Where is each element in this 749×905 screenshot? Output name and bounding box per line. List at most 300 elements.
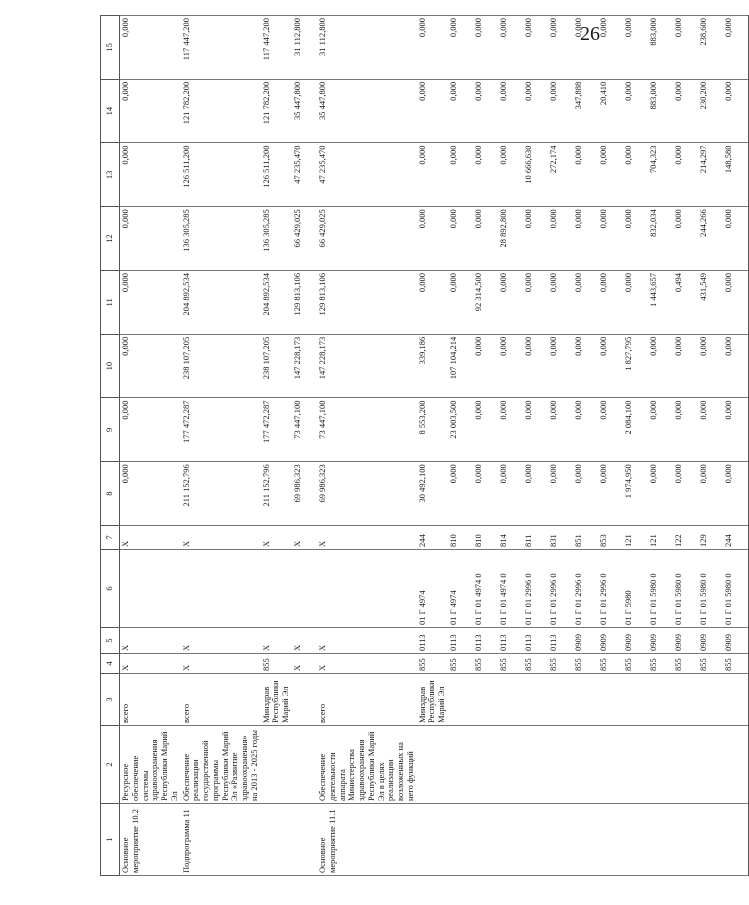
item-name-cell [498,726,523,804]
amount-col8-cell: 0,000 [573,462,598,526]
grbs-cell: 855 [598,654,623,674]
amount-col10-cell: 0,000 [498,334,523,398]
amount-col12-cell: 28 892,800 [498,207,523,271]
amount-col13-cell: 47 235,470 [317,143,417,207]
rzpr-cell: 0113 [417,628,448,654]
rzpr-cell: 0909 [698,628,723,654]
amount-col15-cell: 0,000 [120,16,181,80]
amount-col13-cell: 148,580 [723,143,749,207]
column-number: 5 [101,628,120,654]
table-row [523,16,548,876]
csr-cell [317,550,417,628]
csr-cell: 01 Г 01 2996 0 [598,550,623,628]
item-name-cell: Обеспечение деятельности аппарата Министерства здравоохранения Республики Марий Эл в целях реализации возложенных на него функций [317,726,417,804]
amount-col13-cell: 0,000 [673,143,698,207]
amount-col12-cell: 0,000 [598,207,623,271]
amount-col8-cell: 0,000 [548,462,573,526]
column-number: 13 [101,143,120,207]
item-type-cell [573,804,598,876]
executor-cell [723,674,749,726]
amount-col8-cell: 0,000 [473,462,498,526]
amount-col12-cell: 0,000 [120,207,181,271]
item-type-cell [623,804,648,876]
amount-col14-cell: 121 782,200 [181,79,261,143]
amount-col13-cell: 0,000 [573,143,598,207]
table-row [548,16,573,876]
grbs-cell: X [317,654,417,674]
amount-col11-cell: 204 892,534 [261,271,292,335]
rzpr-cell: X [181,628,261,654]
amount-col11-cell: 0,000 [120,271,181,335]
amount-col14-cell: 0,000 [498,79,523,143]
amount-col11-cell: 0,000 [448,271,473,335]
rzpr-cell: X [261,628,292,654]
grbs-cell: 855 [523,654,548,674]
item-type-cell: Основное мероприятие 10.2 [120,804,181,876]
amount-col14-cell: 0,000 [623,79,648,143]
executor-cell: Минздрав Республики Марий Эл [417,674,448,726]
amount-col14-cell: 0,000 [548,79,573,143]
rzpr-cell: 0909 [723,628,749,654]
column-number: 4 [101,654,120,674]
amount-col12-cell: 0,000 [723,207,749,271]
vr-cell: 831 [548,526,573,550]
amount-col14-cell: 883,000 [648,79,673,143]
amount-col10-cell: 0,000 [548,334,573,398]
amount-col15-cell: 0,000 [598,16,623,80]
item-name-cell [417,726,448,804]
amount-col13-cell: 0,000 [448,143,473,207]
amount-col10-cell: 0,000 [120,334,181,398]
amount-col10-cell: 0,000 [673,334,698,398]
grbs-cell: 855 [723,654,749,674]
amount-col12-cell: 0,000 [417,207,448,271]
csr-cell [292,550,317,628]
vr-cell: X [120,526,181,550]
amount-col8-cell: 0,000 [498,462,523,526]
amount-col10-cell: 0,000 [648,334,673,398]
amount-col9-cell: 0,000 [120,398,181,462]
amount-col12-cell: 0,000 [623,207,648,271]
item-type-cell [473,804,498,876]
amount-col11-cell: 0,000 [548,271,573,335]
amount-col13-cell: 272,174 [548,143,573,207]
amount-col10-cell: 147 228,173 [317,334,417,398]
amount-col8-cell: 0,000 [698,462,723,526]
amount-col10-cell: 147 228,173 [292,334,317,398]
item-type-cell [723,804,749,876]
item-name-cell [648,726,673,804]
item-name-cell [673,726,698,804]
executor-cell [473,674,498,726]
csr-cell [261,550,292,628]
grbs-cell: X [181,654,261,674]
amount-col8-cell: 0,000 [120,462,181,526]
vr-cell: 811 [523,526,548,550]
amount-col13-cell: 214,297 [698,143,723,207]
amount-col8-cell: 1 974,950 [623,462,648,526]
vr-cell: 810 [448,526,473,550]
item-type-cell [417,804,448,876]
table-row [181,16,261,876]
rzpr-cell: 0113 [473,628,498,654]
executor-cell [673,674,698,726]
amount-col12-cell: 244,266 [698,207,723,271]
amount-col10-cell: 0,000 [598,334,623,398]
amount-col12-cell: 0,000 [673,207,698,271]
column-number: 1 [101,804,120,876]
amount-col11-cell: 0,000 [417,271,448,335]
rzpr-cell: 0909 [573,628,598,654]
amount-col15-cell: 117 447,200 [261,16,292,80]
column-number: 9 [101,398,120,462]
amount-col9-cell: 0,000 [498,398,523,462]
column-number: 10 [101,334,120,398]
amount-col12-cell: 66 429,025 [292,207,317,271]
column-number: 6 [101,550,120,628]
item-type-cell [498,804,523,876]
rzpr-cell: 0909 [673,628,698,654]
amount-col15-cell: 0,000 [448,16,473,80]
table-row [623,16,648,876]
item-type-cell [523,804,548,876]
executor-cell [648,674,673,726]
amount-col15-cell: 0,000 [573,16,598,80]
rzpr-cell: 0113 [448,628,473,654]
rzpr-cell: 0113 [548,628,573,654]
csr-cell [120,550,181,628]
item-type-cell [698,804,723,876]
table-row [292,16,317,876]
budget-table [100,15,749,876]
amount-col8-cell: 69 986,323 [317,462,417,526]
item-type-cell [292,804,317,876]
amount-col12-cell: 136 305,285 [261,207,292,271]
item-name-cell [473,726,498,804]
csr-cell: 01 Г 5980 [623,550,648,628]
csr-cell: 01 Г 01 5980 0 [673,550,698,628]
amount-col10-cell: 339,186 [417,334,448,398]
amount-col12-cell: 0,000 [523,207,548,271]
csr-cell: 01 Г 4974 [417,550,448,628]
amount-col11-cell: 204 892,534 [181,271,261,335]
rzpr-cell: 0113 [523,628,548,654]
budget-table-sheet [100,16,733,876]
amount-col14-cell: 20,410 [598,79,623,143]
amount-col14-cell: 0,000 [120,79,181,143]
amount-col13-cell: 0,000 [120,143,181,207]
csr-cell: 01 Г 01 2996 0 [523,550,548,628]
amount-col10-cell: 0,000 [573,334,598,398]
amount-col9-cell: 0,000 [673,398,698,462]
amount-col12-cell: 0,000 [448,207,473,271]
csr-cell: 01 Г 01 4974 0 [473,550,498,628]
column-number: 11 [101,271,120,335]
amount-col15-cell: 0,000 [523,16,548,80]
vr-cell: 814 [498,526,523,550]
amount-col11-cell: 0,000 [498,271,523,335]
amount-col13-cell: 0,000 [417,143,448,207]
amount-col8-cell: 0,000 [598,462,623,526]
grbs-cell: 855 [573,654,598,674]
grbs-cell: 855 [448,654,473,674]
amount-col12-cell: 136 305,285 [181,207,261,271]
item-name-cell: Ресурсное обеспечение системы здравоохранения Республики Марий Эл [120,726,181,804]
amount-col11-cell: 0,000 [598,271,623,335]
executor-cell [498,674,523,726]
amount-col9-cell: 0,000 [548,398,573,462]
grbs-cell: X [120,654,181,674]
table-row [723,16,749,876]
table-row [417,16,448,876]
column-number: 8 [101,462,120,526]
amount-col13-cell: 47 235,470 [292,143,317,207]
amount-col15-cell: 0,000 [623,16,648,80]
amount-col9-cell: 0,000 [523,398,548,462]
amount-col10-cell: 0,000 [523,334,548,398]
table-row [698,16,723,876]
item-name-cell [292,726,317,804]
amount-col11-cell: 0,494 [673,271,698,335]
item-type-cell: Подпрограмма 11 [181,804,261,876]
rzpr-cell: 0113 [498,628,523,654]
rzpr-cell: X [120,628,181,654]
amount-col15-cell: 0,000 [473,16,498,80]
rzpr-cell: X [292,628,317,654]
csr-cell: 01 Г 01 5980 0 [723,550,749,628]
executor-cell [598,674,623,726]
amount-col12-cell: 0,000 [573,207,598,271]
grbs-cell: 855 [473,654,498,674]
executor-cell: всего [120,674,181,726]
amount-col12-cell: 832,034 [648,207,673,271]
column-number: 7 [101,526,120,550]
amount-col14-cell: 35 447,800 [292,79,317,143]
table-row [573,16,598,876]
rzpr-cell: 0909 [648,628,673,654]
amount-col9-cell: 0,000 [648,398,673,462]
item-type-cell [673,804,698,876]
item-type-cell [261,804,292,876]
page-number: 26 [580,23,600,45]
amount-col12-cell: 0,000 [473,207,498,271]
amount-col13-cell: 0,000 [473,143,498,207]
amount-col9-cell: 2 084,100 [623,398,648,462]
amount-col10-cell: 0,000 [723,334,749,398]
csr-cell: 01 Г 01 5980 0 [648,550,673,628]
amount-col9-cell: 0,000 [573,398,598,462]
table-row [261,16,292,876]
amount-col13-cell: 0,000 [498,143,523,207]
amount-col11-cell: 0,000 [573,271,598,335]
grbs-cell: X [292,654,317,674]
table-row [648,16,673,876]
amount-col11-cell: 0,000 [623,271,648,335]
grbs-cell: 855 [673,654,698,674]
amount-col14-cell: 0,000 [673,79,698,143]
amount-col8-cell: 0,000 [448,462,473,526]
item-name-cell [448,726,473,804]
item-type-cell [448,804,473,876]
column-number: 2 [101,726,120,804]
amount-col15-cell: 238,600 [698,16,723,80]
item-type-cell [548,804,573,876]
amount-col15-cell: 0,000 [723,16,749,80]
table-row [448,16,473,876]
rzpr-cell: X [317,628,417,654]
amount-col13-cell: 126 511,200 [181,143,261,207]
amount-col10-cell: 0,000 [473,334,498,398]
amount-col10-cell: 0,000 [698,334,723,398]
amount-col9-cell: 0,000 [698,398,723,462]
item-name-cell [623,726,648,804]
executor-cell [698,674,723,726]
amount-col14-cell: 0,000 [417,79,448,143]
amount-col13-cell: 0,000 [598,143,623,207]
amount-col8-cell: 30 492,100 [417,462,448,526]
executor-cell: всего [317,674,417,726]
amount-col10-cell: 1 827,795 [623,334,648,398]
amount-col8-cell: 0,000 [648,462,673,526]
amount-col12-cell: 66 429,025 [317,207,417,271]
amount-col13-cell: 10 666,630 [523,143,548,207]
amount-col10-cell: 238 107,205 [181,334,261,398]
table-row [120,16,181,876]
vr-cell: 129 [698,526,723,550]
amount-col8-cell: 0,000 [673,462,698,526]
vr-cell: 851 [573,526,598,550]
amount-col9-cell: 177 472,287 [261,398,292,462]
rzpr-cell: 0909 [623,628,648,654]
amount-col11-cell: 92 314,500 [473,271,498,335]
amount-col14-cell: 230,200 [698,79,723,143]
amount-col14-cell: 347,888 [573,79,598,143]
amount-col9-cell: 8 553,200 [417,398,448,462]
grbs-cell: 855 [623,654,648,674]
amount-col8-cell: 0,000 [523,462,548,526]
amount-col15-cell: 31 112,800 [317,16,417,80]
table-row [473,16,498,876]
executor-cell [448,674,473,726]
column-number: 12 [101,207,120,271]
column-number-row [101,16,120,876]
amount-col9-cell: 23 003,500 [448,398,473,462]
csr-cell [181,550,261,628]
csr-cell: 01 Г 01 5980 0 [698,550,723,628]
vr-cell: 121 [623,526,648,550]
grbs-cell: 855 [417,654,448,674]
grbs-cell: 855 [261,654,292,674]
vr-cell: 810 [473,526,498,550]
vr-cell: 122 [673,526,698,550]
vr-cell: 244 [417,526,448,550]
vr-cell: X [292,526,317,550]
item-name-cell [261,726,292,804]
amount-col15-cell: 117 447,200 [181,16,261,80]
amount-col11-cell: 129 813,106 [317,271,417,335]
table-row [673,16,698,876]
vr-cell: 244 [723,526,749,550]
item-name-cell: Обеспечение реализации государственной программы Республики Марий Эл «Развитие здравоохранения» на 2013 - 2025 годы [181,726,261,804]
executor-cell [573,674,598,726]
vr-cell: X [181,526,261,550]
executor-cell [292,674,317,726]
amount-col13-cell: 126 511,200 [261,143,292,207]
grbs-cell: 855 [648,654,673,674]
amount-col15-cell: 0,000 [498,16,523,80]
csr-cell: 01 Г 4974 [448,550,473,628]
grbs-cell: 855 [698,654,723,674]
amount-col10-cell: 238 107,205 [261,334,292,398]
amount-col11-cell: 0,000 [723,271,749,335]
column-number: 15 [101,16,120,80]
amount-col13-cell: 704,323 [648,143,673,207]
table-row [498,16,523,876]
amount-col12-cell: 0,000 [548,207,573,271]
amount-col15-cell: 0,000 [548,16,573,80]
amount-col8-cell: 211 152,796 [181,462,261,526]
table-body [101,16,749,876]
amount-col8-cell: 69 986,323 [292,462,317,526]
item-name-cell [548,726,573,804]
executor-cell [623,674,648,726]
grbs-cell: 855 [498,654,523,674]
vr-cell: 121 [648,526,673,550]
amount-col9-cell: 0,000 [473,398,498,462]
csr-cell: 01 Г 01 4974 0 [498,550,523,628]
executor-cell: всего [181,674,261,726]
amount-col15-cell: 883,000 [648,16,673,80]
item-name-cell [598,726,623,804]
item-name-cell [698,726,723,804]
amount-col11-cell: 431,549 [698,271,723,335]
amount-col9-cell: 0,000 [598,398,623,462]
item-type-cell [648,804,673,876]
rzpr-cell: 0909 [598,628,623,654]
amount-col8-cell: 0,000 [723,462,749,526]
amount-col15-cell: 31 112,800 [292,16,317,80]
grbs-cell: 855 [548,654,573,674]
amount-col14-cell: 35 447,800 [317,79,417,143]
amount-col14-cell: 0,000 [523,79,548,143]
amount-col9-cell: 177 472,287 [181,398,261,462]
amount-col11-cell: 129 813,106 [292,271,317,335]
item-name-cell [523,726,548,804]
vr-cell: X [261,526,292,550]
amount-col13-cell: 0,000 [623,143,648,207]
amount-col10-cell: 107 104,214 [448,334,473,398]
item-type-cell: Основное мероприятие 11.1 [317,804,417,876]
executor-cell [548,674,573,726]
table-row [317,16,417,876]
item-type-cell [598,804,623,876]
amount-col14-cell: 0,000 [473,79,498,143]
amount-col14-cell: 0,000 [448,79,473,143]
column-number: 14 [101,79,120,143]
amount-col11-cell: 1 443,657 [648,271,673,335]
item-name-cell [573,726,598,804]
executor-cell [523,674,548,726]
item-name-cell [723,726,749,804]
amount-col9-cell: 73 447,100 [317,398,417,462]
executor-cell: Минздрав Республики Марий Эл [261,674,292,726]
vr-cell: 853 [598,526,623,550]
csr-cell: 01 Г 01 2996 0 [548,550,573,628]
amount-col15-cell: 0,000 [417,16,448,80]
vr-cell: X [317,526,417,550]
amount-col8-cell: 211 152,796 [261,462,292,526]
amount-col14-cell: 0,000 [723,79,749,143]
